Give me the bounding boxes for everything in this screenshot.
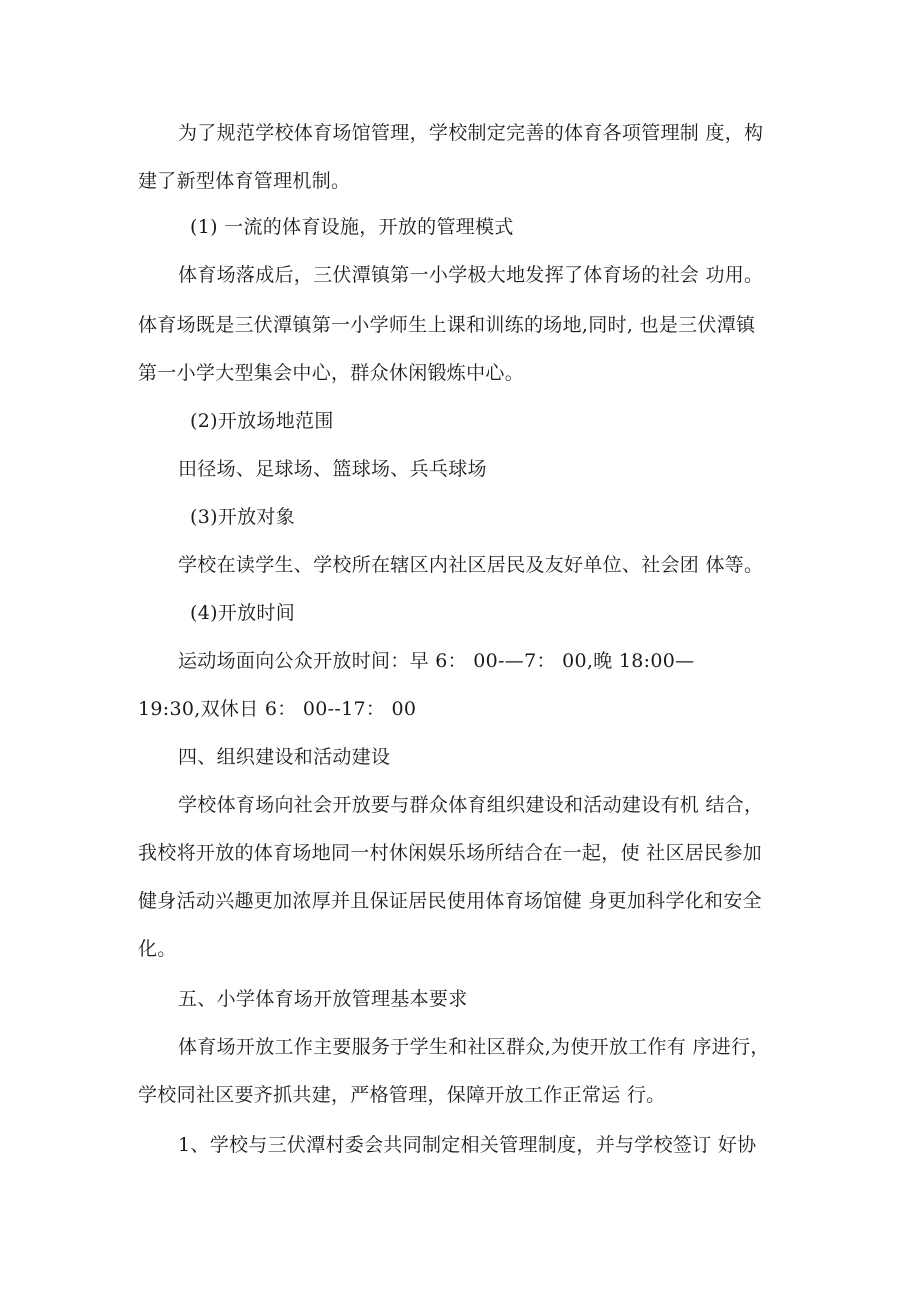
paragraph-hours-line-1: 运动场面向公众开放时间：早 6： 00-—7： 00,晚 18:00— <box>178 650 695 672</box>
paragraph-requirements-line-1: 体育场开放工作主要服务于学生和社区群众,为使开放工作有 序进行， <box>178 1036 770 1058</box>
paragraph-organization-line-1: 学校体育场向社会开放要与群众体育组织建设和活动建设有机 结合， <box>178 794 764 816</box>
heading-open-hours: (4)开放时间 <box>190 602 296 624</box>
heading-venue-scope: (2)开放场地范围 <box>190 410 334 432</box>
paragraph-organization-line-2: 我校将开放的体育场地同一村休闲娱乐场所结合在一起，使 社区居民参加 <box>138 842 762 864</box>
heading-facilities: (1) 一流的体育设施，开放的管理模式 <box>190 216 514 238</box>
paragraph-venues: 田径场、足球场、篮球场、兵乓球场 <box>178 458 487 480</box>
paragraph-hours-line-2: 19:30,双休日 6： 00--17： 00 <box>138 698 417 720</box>
paragraph-stadium-line-3: 第一小学大型集会中心，群众休闲锻炼中心。 <box>138 362 525 384</box>
paragraph-intro-line-1: 为了规范学校体育场馆管理，学校制定完善的体育各项管理制 度，构 <box>178 122 764 144</box>
paragraph-item-one: 1、学校与三伏潭村委会共同制定相关管理制度，并与学校签订 好协 <box>178 1134 757 1156</box>
heading-section-five: 五、小学体育场开放管理基本要求 <box>178 988 468 1010</box>
paragraph-stadium-line-1: 体育场落成后，三伏潭镇第一小学极大地发挥了体育场的社会 功用。 <box>178 264 764 286</box>
paragraph-organization-line-4: 化。 <box>138 938 177 960</box>
heading-open-targets: (3)开放对象 <box>190 506 296 528</box>
paragraph-targets: 学校在读学生、学校所在辖区内社区居民及友好单位、社会团 体等。 <box>178 554 764 576</box>
paragraph-intro-line-2: 建了新型体育管理机制。 <box>138 170 351 192</box>
paragraph-organization-line-3: 健身活动兴趣更加浓厚并且保证居民使用体育场馆健 身更加科学化和安全 <box>138 890 762 912</box>
paragraph-requirements-line-2: 学校同社区要齐抓共建，严格管理，保障开放工作正常运 行。 <box>138 1084 666 1106</box>
paragraph-stadium-line-2: 体育场既是三伏潭镇第一小学师生上课和训练的场地,同时, 也是三伏潭镇 <box>138 314 756 336</box>
heading-section-four: 四、组织建设和活动建设 <box>178 746 391 768</box>
